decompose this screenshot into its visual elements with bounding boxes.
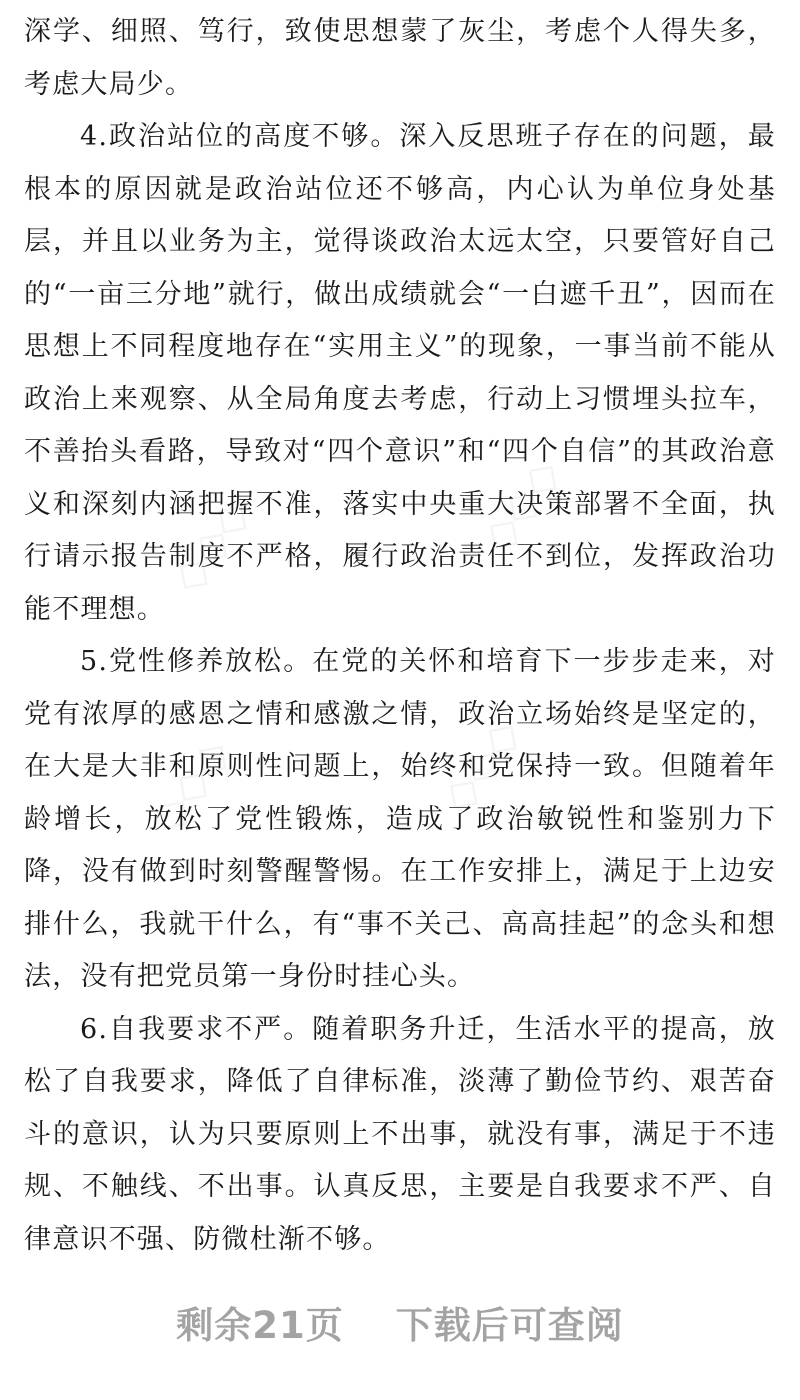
download-to-view-label[interactable]: 下载后可查阅 <box>395 1304 624 1347</box>
paragraph-item-4: 4.政治站位的高度不够。深入反思班子存在的问题，最根本的原因就是政治站位还不够高，内心认为单位身处基层，并且以业务为主，觉得谈政治太远太空，只要管好自己的“一亩三分地”就行，做出成绩就会“一白遮千丑”，因而在思想上不同程度地存在“实用主义”的现象，一事当前不能从政治上来观察、从全局角度去考虑，行动上习惯埋头拉车，不善抬头看路，导致对“四个意识”和“四个自信”的其政治意义和深刻内涵把握不准，落实中央重大决策部署不全面，执行请示报告制度不严格，履行政治责任不到位，发挥政治功能不理想。 <box>24 121 776 625</box>
paragraph-item-5: 5.党性修养放松。在党的关怀和培育下一步步走来，对党有浓厚的感恩之情和感激之情，政治立场始终是坚定的，在大是大非和原则性问题上，始终和党保持一致。但随着年龄增长，放松了党性锻炼，造成了政治敏锐性和鉴别力下降，没有做到时刻警醒警惕。在工作安排上，满足于上边安排什么，我就干什么，有“事不关己、高高挂起”的念头和想法，没有把党员第一身份时挂心头。 <box>24 646 776 992</box>
document-body <box>24 6 776 1266</box>
download-prompt[interactable] <box>0 1292 800 1352</box>
remaining-pages-label: 剩余21页 <box>176 1304 344 1347</box>
paragraph-item-6: 6.自我要求不严。随着职务升迁，生活水平的提高，放松了自我要求，降低了自律标准，淡薄了勤俭节约、艰苦奋斗的意识，认为只要原则上不出事，就没有事，满足于不违规、不触线、不出事。认真反思，主要是自我要求不严、自律意识不强、防微杜渐不够。 <box>24 1013 776 1255</box>
paragraph-continuation: 深学、细照、笃行，致使思想蒙了灰尘，考虑个人得失多，考虑大局少。 <box>24 16 776 100</box>
